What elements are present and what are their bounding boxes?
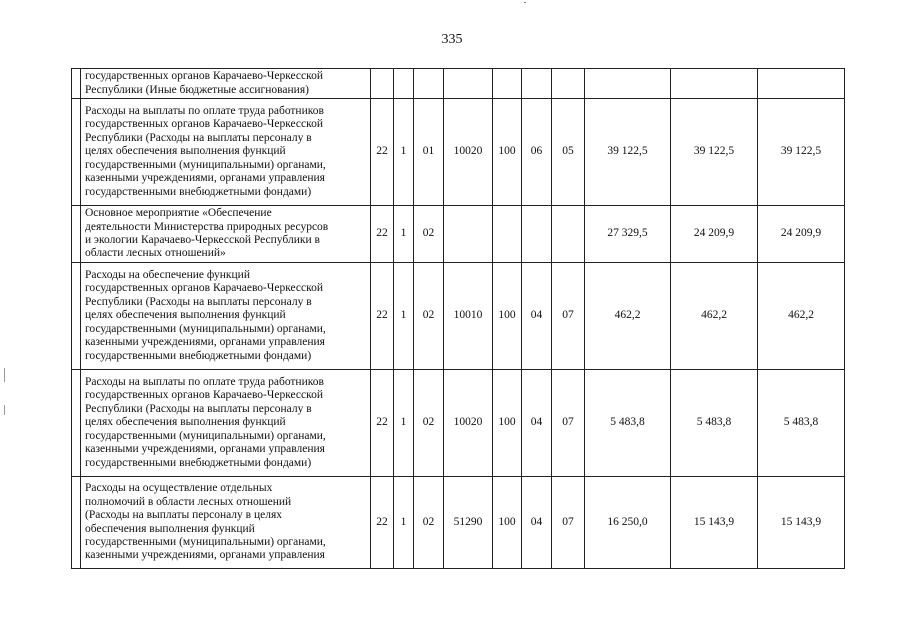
description-line: Республики (Иные бюджетные ассигнования) [85,83,309,96]
subsection-code-cell [552,69,585,99]
amount-year-2-cell: 15 143,9 [671,477,758,569]
amount-year-2-cell: 24 209,9 [671,206,758,263]
description-line: Расходы на выплаты по оплате труда работников [85,376,324,389]
program-code-cell: 1 [394,99,414,206]
expense-type-cell: 100 [493,477,522,569]
description-cell [81,99,371,206]
description-cell [81,263,371,370]
amount-year-3-cell: 15 143,9 [758,477,845,569]
amount-year-3-cell: 24 209,9 [758,206,845,263]
amount-year-1-cell: 462,2 [585,263,671,370]
description-line: Основное мероприятие «Обеспечение [85,207,272,220]
section-code-cell: 04 [522,477,552,569]
row-index-cell [72,263,81,370]
description-line: государственными внебюджетными фондами) [85,185,312,198]
chapter-code-cell: 22 [371,99,394,206]
budget-table [71,68,845,569]
table-row [72,477,845,569]
table-row [72,99,845,206]
description-line: государственных органов Карачаево-Черкесской [85,282,324,295]
row-index-cell [72,370,81,477]
program-code-cell: 1 [394,370,414,477]
amount-year-2-cell: 462,2 [671,263,758,370]
description-line: Расходы на обеспечение функций [85,269,250,282]
direction-code-cell: 10020 [444,370,493,477]
description-line: государственными (муниципальными) органами, [85,429,326,442]
section-code-cell: 06 [522,99,552,206]
description-line: государственных органов Карачаево-Черкесской [85,70,324,83]
description-cell [81,477,371,569]
scan-artifact [524,2,526,3]
direction-code-cell [444,69,493,99]
description-cell [81,370,371,477]
expense-type-cell: 100 [493,370,522,477]
description-line: казенными учреждениями, органами управления [85,443,325,456]
section-code-cell: 04 [522,370,552,477]
subprogram-code-cell: 02 [414,206,444,263]
description-line: государственными (муниципальными) органами, [85,535,326,548]
description-line: Республики (Расходы на выплаты персоналу в [85,402,312,415]
page-number: 335 [441,32,463,47]
amount-year-1-cell: 39 122,5 [585,99,671,206]
description-line: области лесных отношений» [85,247,226,260]
description-line: казенными учреждениями, органами управления [85,336,325,349]
chapter-code-cell [371,69,394,99]
amount-year-3-cell: 5 483,8 [758,370,845,477]
expense-type-cell [493,206,522,263]
description-cell [81,69,371,99]
amount-year-3-cell [758,69,845,99]
description-line: государственными (муниципальными) органами, [85,322,326,335]
subprogram-code-cell: 02 [414,263,444,370]
description-line: обеспечения выполнения функций [85,522,255,535]
description-line: целях обеспечения выполнения функций [85,416,286,429]
description-line: государственными (муниципальными) органами, [85,158,326,171]
subprogram-code-cell: 02 [414,477,444,569]
amount-year-3-cell: 462,2 [758,263,845,370]
table-row [72,263,845,370]
description-line: Республики (Расходы на выплаты персоналу в [85,295,312,308]
description-line: целях обеспечения выполнения функций [85,145,286,158]
subprogram-code-cell: 02 [414,370,444,477]
amount-year-1-cell: 27 329,5 [585,206,671,263]
direction-code-cell: 51290 [444,477,493,569]
description-line: Расходы на выплаты по оплате труда работников [85,105,324,118]
description-line: государственными внебюджетными фондами) [85,456,312,469]
section-code-cell [522,206,552,263]
expense-type-cell: 100 [493,263,522,370]
amount-year-1-cell: 16 250,0 [585,477,671,569]
table-row [72,69,845,99]
chapter-code-cell: 22 [371,370,394,477]
chapter-code-cell: 22 [371,477,394,569]
description-line: и экологии Карачаево-Черкесской Республики в [85,234,320,246]
expense-type-cell: 100 [493,99,522,206]
subprogram-code-cell [414,69,444,99]
direction-code-cell: 10010 [444,263,493,370]
subsection-code-cell [552,206,585,263]
row-index-cell [72,69,81,99]
table-row [72,206,845,263]
description-line: Расходы на осуществление отдельных [85,482,273,495]
row-index-cell [72,206,81,263]
chapter-code-cell: 22 [371,263,394,370]
table-row [72,370,845,477]
subsection-code-cell: 07 [552,370,585,477]
program-code-cell: 1 [394,263,414,370]
amount-year-2-cell: 5 483,8 [671,370,758,477]
amount-year-1-cell [585,69,671,99]
direction-code-cell: 10020 [444,99,493,206]
chapter-code-cell: 22 [371,206,394,263]
amount-year-2-cell: 39 122,5 [671,99,758,206]
row-index-cell [72,477,81,569]
expense-type-cell [493,69,522,99]
scan-artifact [4,368,5,382]
description-line: государственных органов Карачаево-Черкесской [85,118,324,131]
amount-year-3-cell: 39 122,5 [758,99,845,206]
subprogram-code-cell: 01 [414,99,444,206]
description-line: (Расходы на выплаты персоналу в целях [85,509,283,522]
description-line: государственных органов Карачаево-Черкесской [85,389,324,402]
subsection-code-cell: 07 [552,477,585,569]
description-line: казенными учреждениями, органами управления [85,549,325,562]
description-line: целях обеспечения выполнения функций [85,309,286,322]
section-code-cell [522,69,552,99]
row-index-cell [72,99,81,206]
subsection-code-cell: 05 [552,99,585,206]
amount-year-2-cell [671,69,758,99]
amount-year-1-cell: 5 483,8 [585,370,671,477]
section-code-cell: 04 [522,263,552,370]
description-cell [81,206,371,263]
program-code-cell [394,69,414,99]
description-line: государственными внебюджетными фондами) [85,349,312,362]
subsection-code-cell: 07 [552,263,585,370]
program-code-cell: 1 [394,477,414,569]
direction-code-cell [444,206,493,263]
description-line: Республики (Расходы на выплаты персоналу в [85,131,312,144]
description-line: полномочий в области лесных отношений [85,495,292,508]
program-code-cell: 1 [394,206,414,263]
description-line: деятельности Министерства природных ресурсов [85,220,329,233]
description-line: казенными учреждениями, органами управления [85,172,325,185]
scan-artifact [4,405,5,415]
